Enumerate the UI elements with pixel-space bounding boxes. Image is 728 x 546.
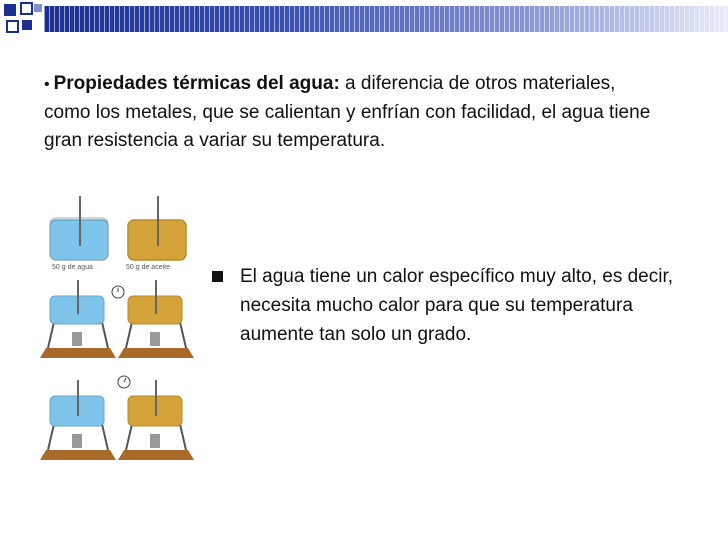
oil-beaker bbox=[128, 196, 186, 260]
paragraph-bold-lead: Propiedades térmicas del agua: bbox=[53, 73, 340, 94]
oil-on-stand bbox=[118, 380, 194, 460]
stopwatch-icon bbox=[112, 286, 124, 298]
bullet-dot: • bbox=[44, 76, 50, 93]
water-beaker bbox=[50, 196, 108, 260]
corner-square bbox=[22, 20, 32, 30]
label-oil: 50 g de aceite bbox=[126, 264, 170, 271]
corner-square bbox=[34, 4, 42, 12]
right-bullet-item bbox=[212, 262, 682, 349]
label-water: 50 g de agua bbox=[52, 264, 93, 271]
top-paragraph bbox=[44, 70, 664, 155]
oil-on-stand bbox=[118, 280, 194, 358]
beakers-illustration bbox=[38, 196, 198, 466]
corner-square bbox=[6, 20, 19, 33]
header-band bbox=[44, 6, 728, 32]
corner-square bbox=[4, 4, 16, 16]
water-on-stand bbox=[40, 280, 116, 358]
water-on-stand bbox=[40, 380, 116, 460]
right-bullet-text: El agua tiene un calor específico muy alto, es decir, necesita mucho calor para que su temperatura aumente tan solo un grado. bbox=[240, 266, 674, 345]
paragraph-body: a diferencia de otros materiales, como los metales, que se calientan y enfrían con facilidad, el agua tiene gran resistencia a variar su temperatura. bbox=[44, 73, 651, 151]
corner-square bbox=[20, 2, 33, 15]
stopwatch-icon bbox=[118, 376, 130, 388]
square-bullet-icon bbox=[212, 271, 223, 282]
